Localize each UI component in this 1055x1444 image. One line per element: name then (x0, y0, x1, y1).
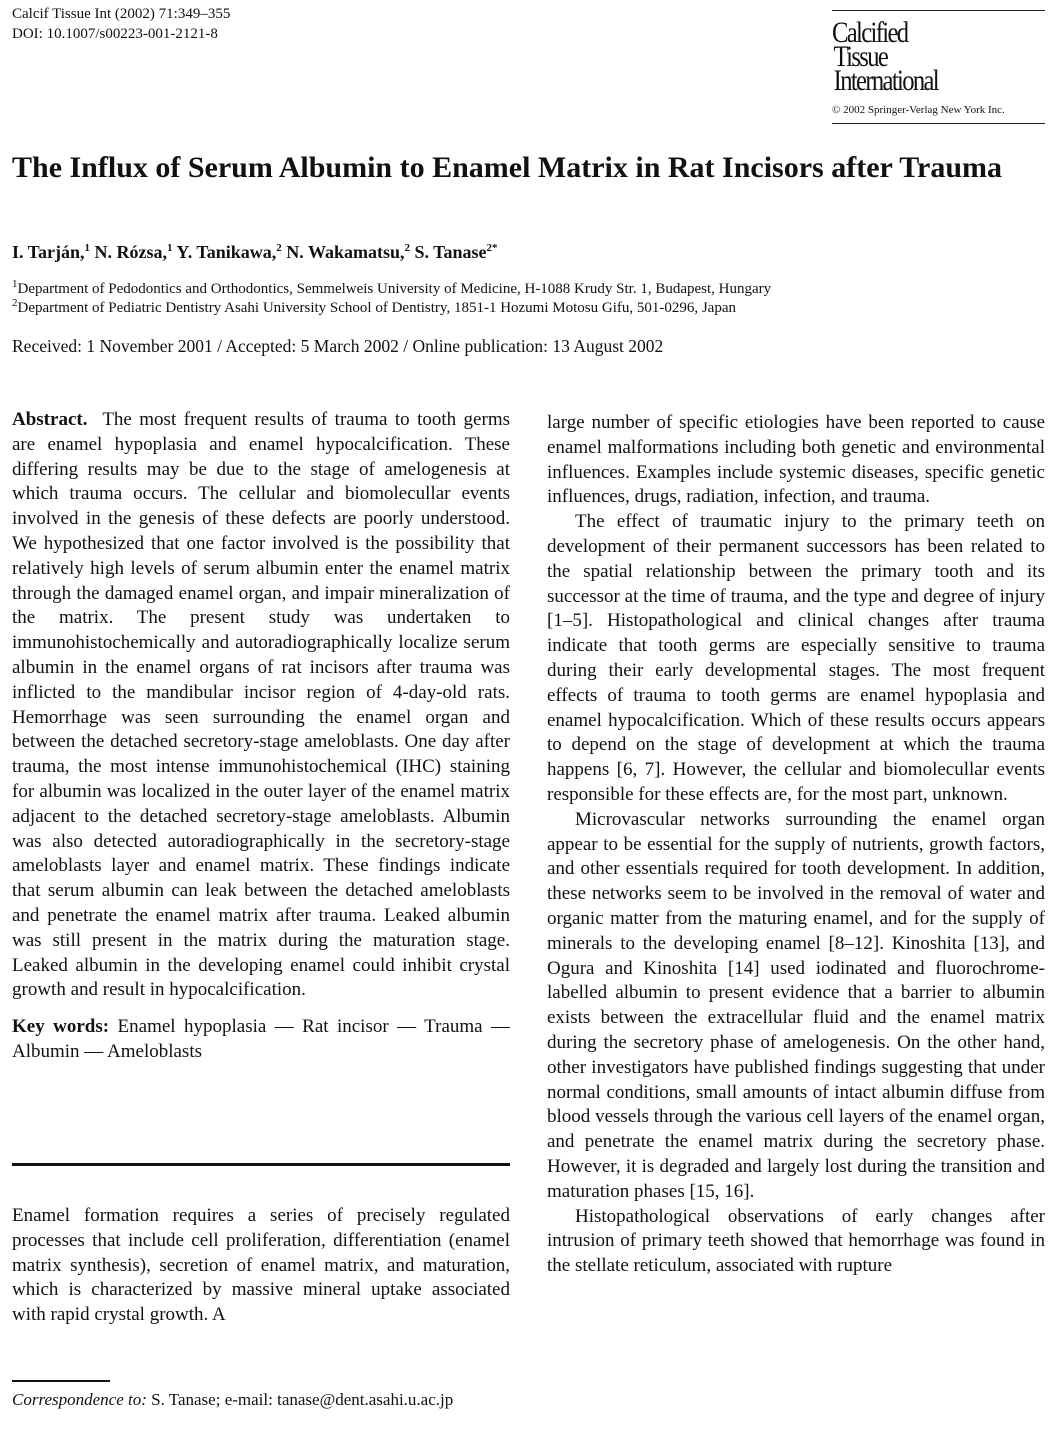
paragraph: large number of specific etiologies have been reported to cause enamel malformations including both genetic and environmental influences. Examples include systemic diseases, specific genetic influences, drugs, radiation, infection, and trauma. (547, 412, 1045, 508)
abstract-section (12, 408, 510, 1065)
journal-logo-line: International (833, 64, 939, 97)
doi: DOI: 10.1007/s00223-001-2121-8 (12, 26, 218, 42)
author: I. Tarján,$^1$ (12, 242, 91, 262)
keywords (12, 1015, 510, 1065)
correspondence-text: S. Tanase; e-mail: tanase@dent.asahi.u.ac.jp (151, 1390, 454, 1409)
author: N. Wakamatsu,$^2$ (286, 242, 410, 262)
journal-logo-block (832, 10, 1045, 124)
affiliations (12, 280, 771, 318)
correspondence-label: Correspondence to: (12, 1390, 147, 1409)
intro-paragraph: Enamel formation requires a series of precisely regulated processes that include cell proliferation, differentiation (enamel matrix synthesis), secretion of enamel matrix, and maturation, which is characterized by massive mineral uptake associated with rapid crystal growth. A (12, 1205, 510, 1326)
section-divider (12, 1163, 510, 1166)
abstract-text: The most frequent results of trauma to tooth germs are enamel hypoplasia and enamel hypocalcification. These differing results may be due to the stage of amelogenesis at which trauma occurs. The cellular and biomolecullar events involved in the genesis of these defects are poorly understood. We hypothesized that one factor involved is the possibility that relatively high levels of serum albumin enter the enamel matrix through the damaged enamel organ, and impair mineralization of the matrix. The present study was undertaken to immunohistochemically and autoradiographically localize serum albumin in the enamel organs of rat incisors after trauma was inflicted to the mandibular incisor region of 4-day-old rats. Hemorrhage was seen surrounding the enamel organ and between the detached secretory-stage ameloblasts. One day after trauma, the most intense immunohistochemical (IHC) staining for albumin was localized in the outer layer of the enamel matrix adjacent to the detached secretory-stage ameloblasts. Albumin was also detected autoradiographically in the secretory-stage ameloblasts layer and enamel matrix. These findings indicate that serum albumin can leak between the detached ameloblasts and penetrate the enamel matrix after trauma. Leaked albumin was still present in the matrix during the maturation stage. Leaked albumin in the developing enamel could inhibit crystal growth and result in hypocalcification. (12, 409, 510, 1001)
body-right-column (547, 411, 1045, 1279)
author: S. Tanase$^{2*}$ (414, 242, 498, 262)
paragraph: The effect of traumatic injury to the primary teeth on development of their permanent successors has been related to the spatial relationship between the primary tooth and its successor at the time of trauma, and the type and degree of injury [1–5]. Histopathological and clinical changes after trauma indicate that tooth germs are especially sensitive to trauma during their early developmental stages. The most frequent effects of trauma to tooth germs are enamel hypoplasia and enamel hypocalcification. Which of these results occurs appears to depend on the stage of development at which the trauma happens [6, 7]. However, the cellular and biomolecullar events responsible for these effects are, for the most part, unknown. (547, 511, 1045, 805)
affiliation: $^2$Department of Pediatric Dentistry Asahi University School of Dentistry, 1851-1 Hozumi Motosu Gifu, 501-0296, Japan (12, 297, 736, 316)
abstract-label: Abstract. (12, 409, 88, 430)
author: Y. Tanikawa,$^2$ (176, 242, 282, 262)
article-title: The Influx of Serum Albumin to Enamel Matrix in Rat Incisors after Trauma (12, 151, 1003, 184)
journal-logo-line: Calcified (832, 16, 908, 49)
paragraph: Microvascular networks surrounding the enamel organ appear to be essential for the supply of nutrients, growth factors, and other essentials required for tooth development. In addition, these networks seem to be involved in the removal of water and organic matter from the maturing enamel, and for the supply of minerals to the developing enamel [8–12]. Kinoshita [13], and Ogura and Kinoshita [14] used iodinated and fluorochrome-labelled albumin to present evidence that a barrier to albumin exists between the extracellular fluid and the enamel matrix during the secretory phase of amelogenesis. On the other hand, other investigators have published findings suggesting that under normal conditions, small amounts of intact albumin diffuse from blood vessels through the various cell layers of the enamel organ, and penetrate the enamel matrix during the secretory phase. However, it is degraded and largely lost during the transition and maturation phases [15, 16]. (547, 808, 1045, 1202)
affiliation: $^1$Department of Pedodontics and Orthodontics, Semmelweis University of Medicine, H-1088 Krudy Str. 1, Budapest, Hungary (12, 278, 772, 297)
journal-logo-line: Tissue (833, 40, 888, 73)
abstract (12, 408, 510, 1003)
copyright: © 2002 Springer-Verlag New York Inc. (832, 104, 1005, 116)
paragraph: Histopathological observations of early changes after intrusion of primary teeth showed that hemorrhage was found in the stellate reticulum, associated with rupture (547, 1205, 1045, 1277)
citation: Calcif Tissue Int (2002) 71:349–355 (12, 6, 231, 22)
author: N. Rózsa,$^1$ (94, 242, 173, 262)
journal-logo (832, 16, 1007, 97)
keywords-label: Key words: (12, 1016, 110, 1038)
author-list (12, 240, 498, 264)
correspondence (12, 1390, 510, 1410)
divider (832, 123, 1045, 124)
keywords-text: Enamel hypoplasia — Rat incisor — Trauma — Albumin — Ameloblasts (12, 1016, 511, 1062)
journal-citation-block (12, 4, 230, 44)
publication-dates: Received: 1 November 2001 / Accepted: 5 March 2002 / Online publication: 13 August 2002 (12, 336, 664, 356)
footnote-divider (12, 1380, 110, 1382)
